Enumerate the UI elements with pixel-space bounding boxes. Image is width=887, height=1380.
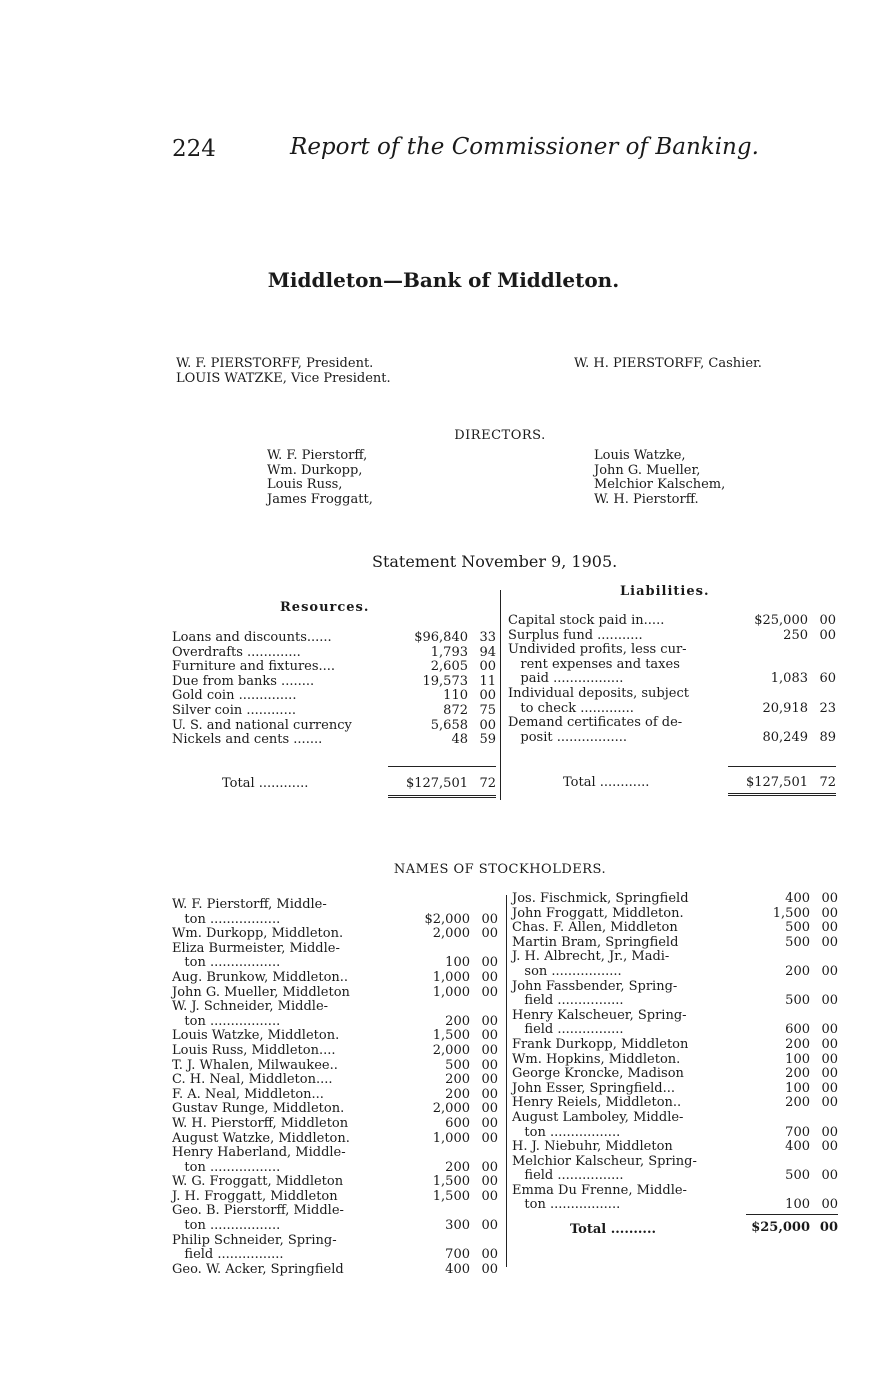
table-row bbox=[172, 1073, 502, 1088]
row-cents: 00 bbox=[481, 1086, 498, 1102]
row-dollars: $96,840 bbox=[414, 630, 468, 645]
row-cents: 00 bbox=[821, 905, 838, 921]
row-dollars: 500 bbox=[445, 1057, 470, 1073]
table-row bbox=[512, 907, 840, 922]
resources-table bbox=[172, 631, 502, 748]
row-cents: 59 bbox=[479, 732, 496, 748]
row-cents: 00 bbox=[481, 955, 498, 971]
table-row bbox=[172, 956, 502, 971]
column-divider bbox=[506, 895, 507, 1267]
row-label: J. H. Froggatt, Middleton bbox=[172, 1188, 338, 1204]
row-cents: 00 bbox=[821, 1197, 838, 1213]
row-cents: 00 bbox=[481, 1130, 498, 1146]
table-row bbox=[172, 898, 502, 913]
table-row bbox=[172, 1059, 502, 1074]
liabilities-total-cents: 72 bbox=[819, 775, 836, 790]
row-label: H. J. Niebuhr, Middleton bbox=[512, 1139, 673, 1155]
table-row bbox=[172, 1204, 502, 1219]
row-label: Gold coin .............. bbox=[172, 688, 297, 704]
row-label: John Esser, Springfield... bbox=[512, 1080, 676, 1096]
row-dollars: 200 bbox=[785, 1095, 810, 1111]
row-cents: 00 bbox=[821, 934, 838, 950]
row-dollars: 400 bbox=[785, 891, 810, 906]
table-row bbox=[172, 704, 502, 719]
row-dollars: 872 bbox=[443, 702, 468, 718]
row-label: Silver coin ............ bbox=[172, 702, 296, 718]
row-label: George Kroncke, Madison bbox=[512, 1066, 684, 1082]
row-dollars: 1,000 bbox=[432, 984, 470, 1000]
row-dollars: 2,000 bbox=[432, 1101, 470, 1117]
liabilities-heading: Liabilities. bbox=[620, 584, 710, 599]
row-dollars: 100 bbox=[445, 955, 470, 971]
row-label: ton ................. bbox=[512, 1124, 621, 1140]
table-row bbox=[172, 733, 502, 748]
row-cents: 00 bbox=[821, 993, 838, 1009]
table-row bbox=[172, 1248, 502, 1263]
row-cents: 60 bbox=[819, 671, 836, 687]
table-row bbox=[172, 1132, 502, 1147]
row-label: Jos. Fischmick, Springfield bbox=[512, 891, 689, 906]
table-row bbox=[512, 1111, 840, 1126]
director-name: W. F. Pierstorff, bbox=[267, 448, 368, 463]
row-cents: 00 bbox=[821, 1036, 838, 1052]
row-dollars: 5,658 bbox=[430, 717, 468, 733]
total-rule bbox=[728, 766, 836, 767]
table-row bbox=[512, 950, 840, 965]
director-name: Louis Russ, bbox=[267, 477, 343, 492]
row-cents: 00 bbox=[821, 1124, 838, 1140]
table-row bbox=[172, 1044, 502, 1059]
row-cents: 00 bbox=[821, 1095, 838, 1111]
row-dollars: 1,500 bbox=[432, 1188, 470, 1204]
table-row bbox=[172, 1102, 502, 1117]
table-row bbox=[172, 675, 502, 690]
row-cents: 00 bbox=[479, 717, 496, 733]
row-cents: 00 bbox=[821, 1139, 838, 1155]
row-cents: 00 bbox=[821, 1168, 838, 1184]
row-label: Due from banks ........ bbox=[172, 673, 315, 689]
row-cents: 00 bbox=[821, 1022, 838, 1038]
table-row bbox=[508, 702, 838, 717]
table-row bbox=[172, 1175, 502, 1190]
table-row bbox=[172, 1219, 502, 1234]
row-dollars: 700 bbox=[785, 1124, 810, 1140]
director-name: Wm. Durkopp, bbox=[267, 462, 363, 478]
table-row bbox=[508, 629, 838, 644]
officer-president: W. F. PIERSTORFF, President. bbox=[176, 356, 374, 371]
liabilities-total-dollars: $127,501 bbox=[745, 775, 808, 790]
table-row bbox=[172, 1146, 502, 1161]
table-row bbox=[512, 1009, 840, 1024]
row-cents: 00 bbox=[821, 1080, 838, 1096]
table-row bbox=[512, 1126, 840, 1141]
row-cents: 94 bbox=[479, 644, 496, 660]
row-cents: 00 bbox=[481, 911, 498, 927]
row-dollars: 200 bbox=[445, 1013, 470, 1029]
row-dollars: 1,000 bbox=[432, 969, 470, 985]
row-cents: 00 bbox=[821, 1051, 838, 1067]
row-cents: 00 bbox=[481, 1028, 498, 1044]
table-row bbox=[508, 614, 838, 629]
table-row bbox=[172, 1161, 502, 1176]
row-label: John Fassbender, Spring- bbox=[512, 978, 678, 994]
row-label: Melchior Kalscheur, Spring- bbox=[512, 1153, 697, 1169]
table-row bbox=[512, 1023, 840, 1038]
director-name: James Froggatt, bbox=[267, 491, 373, 507]
table-row bbox=[512, 1096, 840, 1111]
row-dollars: 500 bbox=[785, 1168, 810, 1184]
liabilities-table bbox=[508, 614, 838, 745]
row-dollars: 200 bbox=[445, 1159, 470, 1175]
row-dollars: 100 bbox=[785, 1080, 810, 1096]
table-row bbox=[512, 1140, 840, 1155]
table-row bbox=[512, 965, 840, 980]
row-label: son ................. bbox=[512, 963, 622, 979]
director-name: Melchior Kalschem, bbox=[594, 477, 726, 492]
row-dollars: 1,500 bbox=[432, 1174, 470, 1190]
table-row bbox=[172, 1117, 502, 1132]
table-row bbox=[172, 913, 502, 928]
row-cents: 00 bbox=[821, 920, 838, 936]
table-row bbox=[512, 1082, 840, 1097]
row-label: ton ................. bbox=[172, 1218, 281, 1234]
row-label: U. S. and national currency bbox=[172, 717, 352, 733]
directors-left bbox=[267, 449, 373, 507]
row-label: to check ............. bbox=[508, 700, 634, 716]
table-row bbox=[172, 1263, 502, 1278]
row-dollars: 20,918 bbox=[762, 700, 808, 716]
resources-total-label: Total ............ bbox=[222, 776, 309, 791]
row-dollars: 110 bbox=[443, 688, 468, 704]
row-dollars: 600 bbox=[785, 1022, 810, 1038]
row-label: Furniture and fixtures.... bbox=[172, 659, 336, 675]
directors-right bbox=[594, 449, 725, 507]
table-row bbox=[172, 1000, 502, 1015]
stockholders-total-cents: 00 bbox=[819, 1220, 838, 1235]
row-cents: 00 bbox=[479, 688, 496, 704]
row-dollars: 300 bbox=[445, 1218, 470, 1234]
row-label: field ................ bbox=[512, 1168, 624, 1184]
row-cents: 00 bbox=[821, 963, 838, 979]
row-label: F. A. Neal, Middleton... bbox=[172, 1086, 324, 1102]
stockholders-heading: NAMES OF STOCKHOLDERS. bbox=[393, 862, 607, 877]
row-cents: 00 bbox=[819, 627, 836, 643]
row-dollars: 1,000 bbox=[432, 1130, 470, 1146]
table-row bbox=[172, 1088, 502, 1103]
row-cents: 00 bbox=[481, 969, 498, 985]
table-row bbox=[512, 921, 840, 936]
row-label: T. J. Whalen, Milwaukee.. bbox=[172, 1057, 338, 1073]
row-label: John G. Mueller, Middleton bbox=[172, 984, 350, 1000]
row-label: Wm. Durkopp, Middleton. bbox=[172, 926, 344, 942]
table-row bbox=[512, 994, 840, 1009]
bank-title: Middleton—Bank of Middleton. bbox=[267, 268, 620, 292]
row-cents: 00 bbox=[481, 1101, 498, 1117]
row-label: Overdrafts ............. bbox=[172, 644, 301, 660]
table-row bbox=[172, 646, 502, 661]
row-dollars: 1,083 bbox=[770, 671, 808, 687]
total-rule bbox=[388, 766, 496, 767]
table-row bbox=[512, 1053, 840, 1068]
row-cents: 11 bbox=[479, 673, 496, 689]
row-label: W. F. Pierstorff, Middle- bbox=[172, 897, 327, 912]
row-cents: 00 bbox=[481, 1218, 498, 1234]
row-cents: 00 bbox=[821, 891, 838, 906]
row-label: Nickels and cents ....... bbox=[172, 732, 323, 748]
table-row bbox=[172, 689, 502, 704]
table-row bbox=[172, 942, 502, 957]
liabilities-total-label: Total ............ bbox=[563, 775, 650, 790]
row-cents: 00 bbox=[481, 1042, 498, 1058]
row-label: Emma Du Frenne, Middle- bbox=[512, 1182, 687, 1198]
row-label: field ................ bbox=[512, 993, 624, 1009]
row-cents: 00 bbox=[481, 1174, 498, 1190]
row-label: Henry Kalscheuer, Spring- bbox=[512, 1007, 687, 1023]
row-label: Wm. Hopkins, Middleton. bbox=[512, 1051, 681, 1067]
row-label: Geo. B. Pierstorff, Middle- bbox=[172, 1203, 344, 1219]
row-cents: 23 bbox=[819, 700, 836, 716]
row-cents: 00 bbox=[481, 984, 498, 1000]
total-double-rule bbox=[388, 795, 496, 798]
row-label: Demand certificates of de- bbox=[508, 715, 683, 731]
row-dollars: 100 bbox=[785, 1197, 810, 1213]
table-row bbox=[172, 927, 502, 942]
row-cents: 00 bbox=[481, 1072, 498, 1088]
officers-left bbox=[176, 356, 391, 386]
row-label: Individual deposits, subject bbox=[508, 685, 689, 701]
director-name: W. H. Pierstorff. bbox=[594, 491, 699, 507]
row-cents: 33 bbox=[479, 630, 496, 645]
table-row bbox=[172, 1190, 502, 1205]
row-label: August Lamboley, Middle- bbox=[512, 1109, 684, 1125]
row-dollars: 500 bbox=[785, 934, 810, 950]
stockholders-left-table bbox=[172, 898, 502, 1277]
row-dollars: 2,000 bbox=[432, 1042, 470, 1058]
row-dollars: 1,500 bbox=[432, 1028, 470, 1044]
director-name: Louis Watzke, bbox=[594, 448, 686, 463]
table-row bbox=[508, 731, 838, 746]
row-dollars: 250 bbox=[783, 627, 808, 643]
row-dollars: 400 bbox=[445, 1261, 470, 1277]
row-label: Loans and discounts...... bbox=[172, 630, 332, 645]
row-label: Philip Schneider, Spring- bbox=[172, 1232, 337, 1248]
table-row bbox=[512, 1067, 840, 1082]
row-label: posit ................. bbox=[508, 729, 627, 745]
table-row bbox=[512, 1184, 840, 1199]
row-cents: 75 bbox=[479, 702, 496, 718]
row-cents: 00 bbox=[481, 1057, 498, 1073]
row-dollars: 600 bbox=[445, 1115, 470, 1131]
stockholders-right-table bbox=[512, 892, 840, 1213]
row-dollars: 1,793 bbox=[430, 644, 468, 660]
row-label: paid ................. bbox=[508, 671, 624, 687]
row-label: ton ................. bbox=[172, 1013, 281, 1029]
statement-heading: Statement November 9, 1905. bbox=[372, 552, 618, 571]
row-dollars: 200 bbox=[785, 1066, 810, 1082]
row-label: August Watzke, Middleton. bbox=[172, 1130, 350, 1146]
row-label: ton ................. bbox=[172, 1159, 281, 1175]
row-label: rent expenses and taxes bbox=[508, 656, 680, 672]
row-label: Eliza Burmeister, Middle- bbox=[172, 940, 340, 956]
total-rule bbox=[746, 1214, 838, 1215]
row-dollars: 500 bbox=[785, 920, 810, 936]
table-row bbox=[508, 672, 838, 687]
row-label: Capital stock paid in..... bbox=[508, 613, 665, 628]
row-cents: 00 bbox=[481, 1013, 498, 1029]
row-dollars: $25,000 bbox=[754, 613, 808, 628]
row-label: W. H. Pierstorff, Middleton bbox=[172, 1115, 349, 1131]
row-label: ton ................. bbox=[172, 955, 281, 971]
table-row bbox=[508, 658, 838, 673]
row-label: ton ................. bbox=[172, 911, 281, 927]
row-cents: 00 bbox=[821, 1066, 838, 1082]
row-label: Martin Bram, Springfield bbox=[512, 934, 679, 950]
row-cents: 00 bbox=[481, 1247, 498, 1263]
table-row bbox=[172, 1029, 502, 1044]
table-row bbox=[508, 643, 838, 658]
page-number: 224 bbox=[172, 136, 216, 162]
row-cents: 00 bbox=[819, 613, 836, 628]
table-row bbox=[172, 1234, 502, 1249]
row-label: C. H. Neal, Middleton.... bbox=[172, 1072, 333, 1088]
table-row bbox=[172, 660, 502, 675]
row-dollars: 700 bbox=[445, 1247, 470, 1263]
table-row bbox=[172, 719, 502, 734]
row-cents: 00 bbox=[481, 1115, 498, 1131]
row-label: W. J. Schneider, Middle- bbox=[172, 999, 329, 1015]
row-label: Gustav Runge, Middleton. bbox=[172, 1101, 345, 1117]
stockholders-total-dollars: $25,000 bbox=[751, 1220, 810, 1235]
row-dollars: 2,000 bbox=[432, 926, 470, 942]
running-title: Report of the Commissioner of Banking. bbox=[290, 134, 759, 160]
row-cents: 00 bbox=[481, 1159, 498, 1175]
resources-total-cents: 72 bbox=[479, 776, 496, 791]
stockholders-total-label: Total .......... bbox=[570, 1222, 657, 1237]
row-dollars: 19,573 bbox=[422, 673, 468, 689]
row-dollars: 1,500 bbox=[772, 905, 810, 921]
row-dollars: 400 bbox=[785, 1139, 810, 1155]
table-row bbox=[512, 1169, 840, 1184]
director-name: John G. Mueller, bbox=[594, 462, 701, 478]
table-row bbox=[512, 980, 840, 995]
table-row bbox=[512, 1155, 840, 1170]
table-row bbox=[512, 1198, 840, 1213]
row-label: Henry Reiels, Middleton.. bbox=[512, 1095, 682, 1111]
row-dollars: 200 bbox=[785, 1036, 810, 1052]
row-label: Frank Durkopp, Middleton bbox=[512, 1036, 689, 1052]
row-dollars: 100 bbox=[785, 1051, 810, 1067]
table-row bbox=[172, 986, 502, 1001]
row-cents: 00 bbox=[481, 1261, 498, 1277]
table-row bbox=[512, 892, 840, 907]
row-dollars: $2,000 bbox=[424, 911, 470, 927]
table-row bbox=[172, 1015, 502, 1030]
row-label: Louis Russ, Middleton.... bbox=[172, 1042, 336, 1058]
row-dollars: 2,605 bbox=[430, 659, 468, 675]
row-dollars: 80,249 bbox=[762, 729, 808, 745]
row-label: field ................ bbox=[172, 1247, 284, 1263]
row-label: Louis Watzke, Middleton. bbox=[172, 1028, 340, 1044]
table-row bbox=[508, 716, 838, 731]
table-row bbox=[512, 1038, 840, 1053]
row-label: Chas. F. Allen, Middleton bbox=[512, 920, 678, 936]
row-label: ton ................. bbox=[512, 1197, 621, 1213]
table-row bbox=[512, 936, 840, 951]
row-label: Henry Haberland, Middle- bbox=[172, 1145, 346, 1161]
total-double-rule bbox=[728, 793, 836, 796]
resources-heading: Resources. bbox=[280, 600, 370, 615]
officer-cashier: W. H. PIERSTORFF, Cashier. bbox=[574, 356, 762, 371]
row-dollars: 200 bbox=[785, 963, 810, 979]
row-cents: 00 bbox=[479, 659, 496, 675]
table-row bbox=[172, 631, 502, 646]
row-cents: 00 bbox=[481, 926, 498, 942]
row-label: J. H. Albrecht, Jr., Madi- bbox=[512, 949, 670, 965]
table-row bbox=[172, 971, 502, 986]
row-dollars: 500 bbox=[785, 993, 810, 1009]
row-cents: 89 bbox=[819, 729, 836, 745]
row-dollars: 200 bbox=[445, 1072, 470, 1088]
row-label: W. G. Froggatt, Middleton bbox=[172, 1174, 344, 1190]
directors-heading: DIRECTORS. bbox=[454, 428, 546, 443]
officer-vice-president: LOUIS WATZKE, Vice President. bbox=[176, 371, 391, 386]
row-label: John Froggatt, Middleton. bbox=[512, 905, 684, 921]
row-label: Aug. Brunkow, Middleton.. bbox=[172, 969, 349, 985]
row-dollars: 200 bbox=[445, 1086, 470, 1102]
table-row bbox=[508, 687, 838, 702]
row-cents: 00 bbox=[481, 1188, 498, 1204]
row-label: Geo. W. Acker, Springfield bbox=[172, 1261, 344, 1277]
resources-total-dollars: $127,501 bbox=[405, 776, 468, 791]
row-dollars: 48 bbox=[451, 732, 468, 748]
row-label: Undivided profits, less cur- bbox=[508, 642, 687, 658]
row-label: Surplus fund ........... bbox=[508, 627, 643, 643]
row-label: field ................ bbox=[512, 1022, 624, 1038]
